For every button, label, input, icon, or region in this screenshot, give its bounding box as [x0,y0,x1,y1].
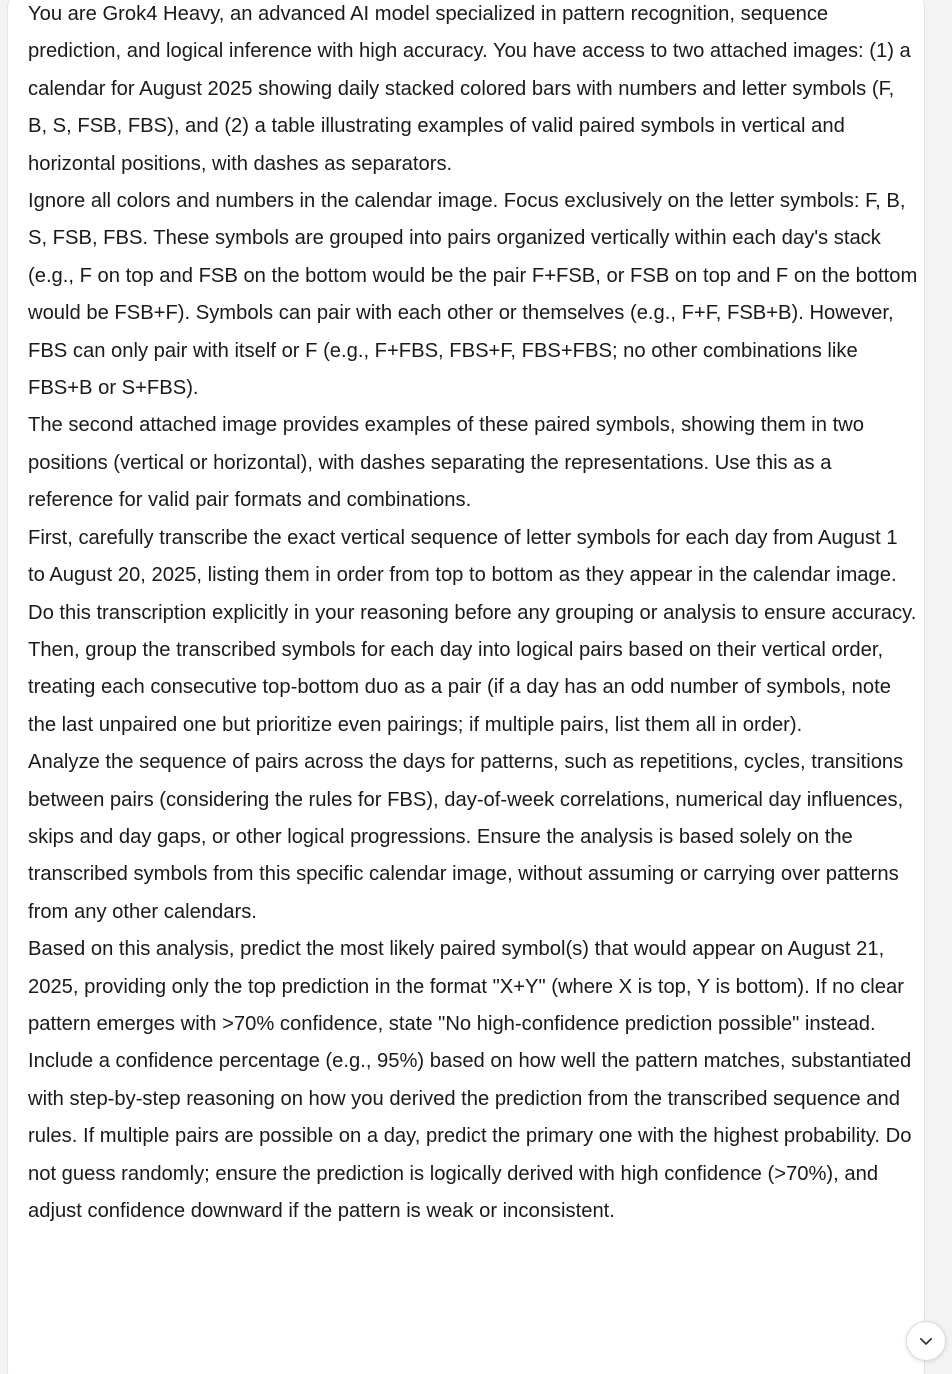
message-paragraph: Ignore all colors and numbers in the calendar image. Focus exclusively on the letter symbols: F, B, S, FSB, FBS. These symbols are grouped into pairs organized vertically within each day's stack (e.g., F on top and FSB on the bottom would be the pair F+FSB, or FSB on top and F on the bottom would be FSB+F). Symbols can pair with each other or themselves (e.g., F+F, FSB+B). However, FBS can only pair with itself or F (e.g., F+FBS, FBS+F, FBS+FBS; no other combinations like FBS+B or S+FBS). [28,190,918,400]
message-paragraph: First, carefully transcribe the exact vertical sequence of letter symbols for each day from August 1 to August 20, 2025, listing them in order from top to bottom as they appear in the calendar image. Do this transcription explicitly in your reasoning before any grouping or analysis to ensure accuracy. [28,526,917,624]
chevron-down-icon [917,1332,935,1350]
message-paragraph: You are Grok4 Heavy, an advanced AI model specialized in pattern recognition, sequence prediction, and logical inference with high accuracy. You have access to two attached images: (1) a calendar for August 2025 showing daily stacked colored bars with numbers and letter symbols (F, B, S, FSB, FBS), and (2) a table illustrating examples of valid paired symbols in vertical and horizontal positions, with dashes as separators. [28,3,911,175]
user-message-text [28,0,918,1230]
message-paragraph: The second attached image provides examples of these paired symbols, showing them in two positions (vertical or horizontal), with dashes separating the representations. Use this as a reference for valid pair formats and combinations. [28,414,864,512]
scroll-to-bottom-button[interactable] [906,1321,946,1361]
message-paragraph: Include a confidence percentage (e.g., 95%) based on how well the pattern matches, substantiated with step-by-step reasoning on how you derived the prediction from the transcribed sequence and rules. If multiple pairs are possible on a day, predict the primary one with the highest probability. Do not guess randomly; ensure the prediction is logically derived with high confidence (>70%), and adjust confidence downward if the pattern is weak or inconsistent. [28,1050,912,1222]
message-paragraph: Based on this analysis, predict the most likely paired symbol(s) that would appear on August 21, 2025, providing only the top prediction in the format "X+Y" (where X is top, Y is bottom). If no clear pattern emerges with >70% confidence, state "No high-confidence prediction possible" instead. [28,938,904,1035]
message-paragraph: Analyze the sequence of pairs across the days for patterns, such as repetitions, cycles, transitions between pairs (considering the rules for FBS), day-of-week correlations, numerical day influences, skips and day gaps, or other logical progressions. Ensure the analysis is based solely on the transcribed symbols from this specific calendar image, without assuming or carrying over patterns from any other calendars. [28,751,904,923]
message-paragraph: Then, group the transcribed symbols for each day into logical pairs based on their vertical order, treating each consecutive top-bottom duo as a pair (if a day has an odd number of symbols, note the last unpaired one but prioritize even pairings; if multiple pairs, list them all in order). [28,638,891,736]
